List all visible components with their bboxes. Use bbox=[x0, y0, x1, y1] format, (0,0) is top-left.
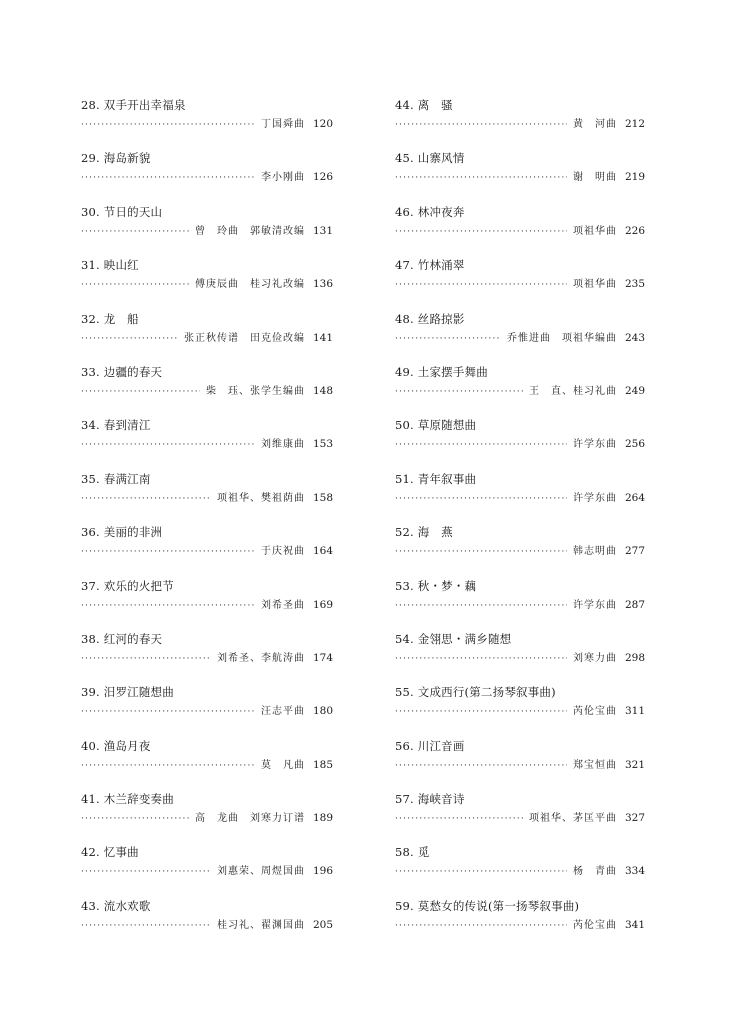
toc-entry bbox=[395, 204, 645, 257]
dot-leader bbox=[395, 334, 501, 344]
toc-column-right bbox=[395, 97, 645, 951]
entry-page-number: 196 bbox=[312, 865, 333, 878]
entry-page-number: 226 bbox=[624, 224, 645, 237]
dot-leader bbox=[395, 654, 567, 664]
dot-leader bbox=[81, 654, 211, 664]
toc-entry bbox=[395, 578, 645, 631]
entry-page-number: 256 bbox=[624, 438, 645, 451]
entry-line bbox=[81, 275, 333, 291]
toc-entry bbox=[81, 578, 333, 631]
dot-leader bbox=[81, 761, 255, 771]
entry-credit: 丁国舜曲 bbox=[261, 119, 305, 130]
entry-title: 31. 映山红 bbox=[81, 258, 139, 273]
entry-line bbox=[395, 115, 645, 131]
toc-entry bbox=[395, 524, 645, 577]
entry-credit: 郑宝恒曲 bbox=[573, 759, 617, 771]
entry-title: 49. 土家摆手舞曲 bbox=[395, 364, 488, 379]
entry-line bbox=[395, 702, 645, 718]
dot-leader bbox=[81, 173, 255, 183]
toc-entry bbox=[81, 97, 333, 150]
entry-credit: 于庆祝曲 bbox=[261, 546, 305, 558]
toc-entry bbox=[395, 150, 645, 203]
entry-page-number: 249 bbox=[624, 384, 645, 397]
entry-line bbox=[81, 702, 333, 718]
entry-line bbox=[81, 756, 333, 772]
entry-page-number: 321 bbox=[624, 758, 645, 771]
entry-page-number: 212 bbox=[624, 118, 645, 130]
toc-entry bbox=[81, 898, 333, 951]
entry-title: 59. 莫愁女的传说(第一扬琴叙事曲) bbox=[395, 898, 580, 913]
dot-leader bbox=[395, 440, 567, 450]
entry-credit: 黄 河曲 bbox=[573, 119, 617, 130]
dot-leader bbox=[81, 867, 211, 877]
entry-credit: 许学东曲 bbox=[573, 439, 617, 451]
entry-line bbox=[395, 168, 645, 184]
dot-leader bbox=[395, 761, 567, 771]
entry-title: 50. 草原随想曲 bbox=[395, 418, 477, 433]
toc-entry bbox=[395, 311, 645, 364]
entry-line bbox=[81, 596, 333, 612]
entry-credit: 莫 凡曲 bbox=[261, 759, 305, 771]
entry-title: 33. 边疆的春天 bbox=[81, 364, 163, 379]
entry-title: 38. 红河的春天 bbox=[81, 631, 163, 646]
entry-title: 45. 山寨风情 bbox=[395, 151, 465, 166]
toc-entry bbox=[81, 844, 333, 897]
dot-leader bbox=[395, 547, 567, 557]
entry-line bbox=[81, 916, 333, 932]
entry-title: 46. 林冲夜奔 bbox=[395, 204, 465, 219]
entry-title: 40. 渔岛月夜 bbox=[81, 738, 151, 753]
dot-leader bbox=[81, 387, 200, 397]
entry-credit: 许学东曲 bbox=[573, 599, 617, 611]
entry-page-number: 136 bbox=[312, 278, 333, 291]
entry-credit: 李小刚曲 bbox=[261, 172, 305, 184]
entry-credit: 汪志平曲 bbox=[261, 706, 305, 718]
dot-leader bbox=[81, 547, 255, 557]
toc-entry bbox=[395, 364, 645, 417]
dot-leader bbox=[81, 707, 255, 717]
entry-credit: 项祖华、茅匡平曲 bbox=[529, 813, 617, 825]
entry-page-number: 264 bbox=[624, 491, 645, 504]
dot-leader bbox=[81, 601, 255, 611]
entry-title: 53. 秋・梦・藕 bbox=[395, 578, 477, 593]
entry-credit: 谢 明曲 bbox=[573, 172, 617, 184]
entry-page-number: 219 bbox=[624, 171, 645, 184]
entry-title: 34. 春到清江 bbox=[81, 418, 151, 433]
toc-entry bbox=[81, 738, 333, 791]
entry-credit: 许学东曲 bbox=[573, 492, 617, 504]
dot-leader bbox=[395, 173, 567, 183]
toc-entry bbox=[81, 364, 333, 417]
entry-credit: 刘惠荣、周煜国曲 bbox=[217, 866, 305, 878]
entry-line bbox=[81, 329, 333, 345]
dot-leader bbox=[395, 814, 523, 824]
dot-leader bbox=[395, 601, 567, 611]
entry-page-number: 131 bbox=[312, 224, 333, 237]
entry-line bbox=[81, 542, 333, 558]
entry-credit: 张正秋传谱 田克俭改编 bbox=[184, 332, 305, 344]
entry-page-number: 277 bbox=[624, 545, 645, 558]
entry-credit: 项祖华曲 bbox=[573, 225, 617, 237]
entry-credit: 曾 玲曲 郭敏清改编 bbox=[195, 225, 305, 237]
entry-title: 55. 文成西行(第二扬琴叙事曲) bbox=[395, 685, 556, 700]
entry-line bbox=[81, 115, 333, 131]
entry-credit: 芮伦宝曲 bbox=[573, 919, 617, 931]
entry-credit: 刘维康曲 bbox=[261, 439, 305, 451]
entry-page-number: 148 bbox=[312, 384, 333, 397]
entry-line bbox=[395, 489, 645, 505]
entry-page-number: 169 bbox=[312, 598, 333, 611]
toc-entry bbox=[81, 311, 333, 364]
dot-leader bbox=[395, 387, 523, 397]
entry-title: 52. 海 燕 bbox=[395, 525, 453, 540]
entry-line bbox=[395, 435, 645, 451]
dot-leader bbox=[81, 494, 211, 504]
entry-page-number: 327 bbox=[624, 812, 645, 825]
entry-credit: 芮伦宝曲 bbox=[573, 706, 617, 718]
entry-page-number: 164 bbox=[312, 545, 333, 558]
entry-title: 44. 离 骚 bbox=[395, 98, 453, 112]
toc-column-left bbox=[81, 97, 333, 951]
entry-title: 47. 竹林涌翠 bbox=[395, 258, 465, 273]
toc-entry bbox=[81, 524, 333, 577]
entry-line bbox=[395, 275, 645, 291]
toc-entry bbox=[81, 257, 333, 310]
toc-entry bbox=[395, 791, 645, 844]
dot-leader bbox=[81, 334, 178, 344]
toc-entry bbox=[81, 417, 333, 470]
entry-line bbox=[81, 382, 333, 398]
toc-entry bbox=[81, 471, 333, 524]
entry-title: 37. 欢乐的火把节 bbox=[81, 578, 174, 593]
entry-line bbox=[81, 435, 333, 451]
entry-credit: 桂习礼、翟渊国曲 bbox=[217, 919, 305, 931]
entry-line bbox=[395, 862, 645, 878]
entry-page-number: 141 bbox=[312, 331, 333, 344]
entry-title: 41. 木兰辞变奏曲 bbox=[81, 792, 174, 807]
dot-leader bbox=[81, 440, 255, 450]
dot-leader bbox=[395, 921, 567, 931]
toc-entry bbox=[395, 844, 645, 897]
entry-credit: 项祖华曲 bbox=[573, 279, 617, 291]
dot-leader bbox=[81, 227, 189, 237]
toc-entry bbox=[81, 631, 333, 684]
toc-entry bbox=[395, 684, 645, 737]
entry-line bbox=[81, 809, 333, 825]
entry-credit: 刘希圣、李航涛曲 bbox=[217, 652, 305, 664]
entry-page-number: 334 bbox=[624, 865, 645, 878]
entry-line bbox=[395, 596, 645, 612]
entry-title: 58. 觅 bbox=[395, 845, 430, 860]
entry-title: 43. 流水欢歌 bbox=[81, 898, 151, 913]
entry-title: 28. 双手开出幸福泉 bbox=[81, 98, 186, 112]
entry-page-number: 311 bbox=[624, 705, 645, 718]
dot-leader bbox=[395, 227, 567, 237]
entry-title: 35. 春满江南 bbox=[81, 471, 151, 486]
entry-page-number: 243 bbox=[624, 331, 645, 344]
toc-entry bbox=[395, 898, 645, 951]
entry-page-number: 180 bbox=[312, 705, 333, 718]
toc-entry bbox=[395, 417, 645, 470]
entry-title: 56. 川江音画 bbox=[395, 738, 465, 753]
entry-page-number: 174 bbox=[312, 651, 333, 664]
entry-credit: 王 直、桂习礼曲 bbox=[529, 385, 617, 397]
toc-entry bbox=[81, 684, 333, 737]
dot-leader bbox=[395, 707, 567, 717]
entry-title: 42. 忆事曲 bbox=[81, 845, 139, 860]
entry-line bbox=[395, 809, 645, 825]
dot-leader bbox=[395, 120, 567, 130]
toc-entry bbox=[395, 471, 645, 524]
entry-title: 32. 龙 船 bbox=[81, 311, 139, 326]
entry-credit: 韩志明曲 bbox=[573, 546, 617, 558]
entry-line bbox=[395, 382, 645, 398]
dot-leader bbox=[81, 814, 189, 824]
dot-leader bbox=[395, 280, 567, 290]
entry-title: 36. 美丽的非洲 bbox=[81, 525, 163, 540]
entry-title: 57. 海峡音诗 bbox=[395, 792, 465, 807]
dot-leader bbox=[395, 494, 567, 504]
entry-page-number: 185 bbox=[312, 758, 333, 771]
dot-leader bbox=[81, 120, 255, 130]
entry-page-number: 298 bbox=[624, 651, 645, 664]
dot-leader bbox=[395, 867, 567, 877]
entry-page-number: 341 bbox=[624, 918, 645, 931]
entry-page-number: 120 bbox=[312, 118, 333, 130]
entry-page-number: 189 bbox=[312, 812, 333, 825]
entry-credit: 高 龙曲 刘寒力订谱 bbox=[195, 813, 305, 825]
entry-title: 48. 丝路掠影 bbox=[395, 311, 465, 326]
dot-leader bbox=[81, 921, 211, 931]
entry-credit: 项祖华、樊祖荫曲 bbox=[217, 492, 305, 504]
entry-page-number: 153 bbox=[312, 438, 333, 451]
entry-title: 51. 青年叙事曲 bbox=[395, 471, 477, 486]
entry-credit: 刘希圣曲 bbox=[261, 599, 305, 611]
toc-entry bbox=[81, 150, 333, 203]
entry-credit: 乔惟进曲 项祖华编曲 bbox=[507, 332, 617, 344]
entry-line bbox=[81, 222, 333, 238]
toc-entry bbox=[81, 204, 333, 257]
entry-line bbox=[395, 649, 645, 665]
entry-credit: 杨 青曲 bbox=[573, 866, 617, 878]
toc-entry bbox=[395, 97, 645, 150]
entry-line bbox=[81, 489, 333, 505]
entry-title: 39. 汨罗江随想曲 bbox=[81, 685, 174, 700]
entry-credit: 傅庚辰曲 桂习礼改编 bbox=[195, 279, 305, 291]
entry-title: 54. 金翎思・满乡随想 bbox=[395, 631, 512, 646]
entry-page-number: 126 bbox=[312, 171, 333, 184]
entry-credit: 柴 珏、张学生编曲 bbox=[206, 385, 305, 397]
entry-page-number: 287 bbox=[624, 598, 645, 611]
toc-entry bbox=[395, 738, 645, 791]
entry-line bbox=[395, 916, 645, 932]
toc-entry bbox=[81, 791, 333, 844]
entry-line bbox=[81, 168, 333, 184]
entry-title: 29. 海岛新貌 bbox=[81, 151, 151, 166]
entry-line bbox=[81, 649, 333, 665]
dot-leader bbox=[81, 280, 189, 290]
toc-entry bbox=[395, 631, 645, 684]
entry-page-number: 205 bbox=[312, 918, 333, 931]
entry-line bbox=[395, 329, 645, 345]
entry-line bbox=[81, 862, 333, 878]
entry-page-number: 158 bbox=[312, 491, 333, 504]
entry-line bbox=[395, 222, 645, 238]
entry-credit: 刘寒力曲 bbox=[573, 652, 617, 664]
entry-line bbox=[395, 756, 645, 772]
toc-entry bbox=[395, 257, 645, 310]
entry-page-number: 235 bbox=[624, 278, 645, 291]
entry-line bbox=[395, 542, 645, 558]
entry-title: 30. 节日的天山 bbox=[81, 204, 163, 219]
